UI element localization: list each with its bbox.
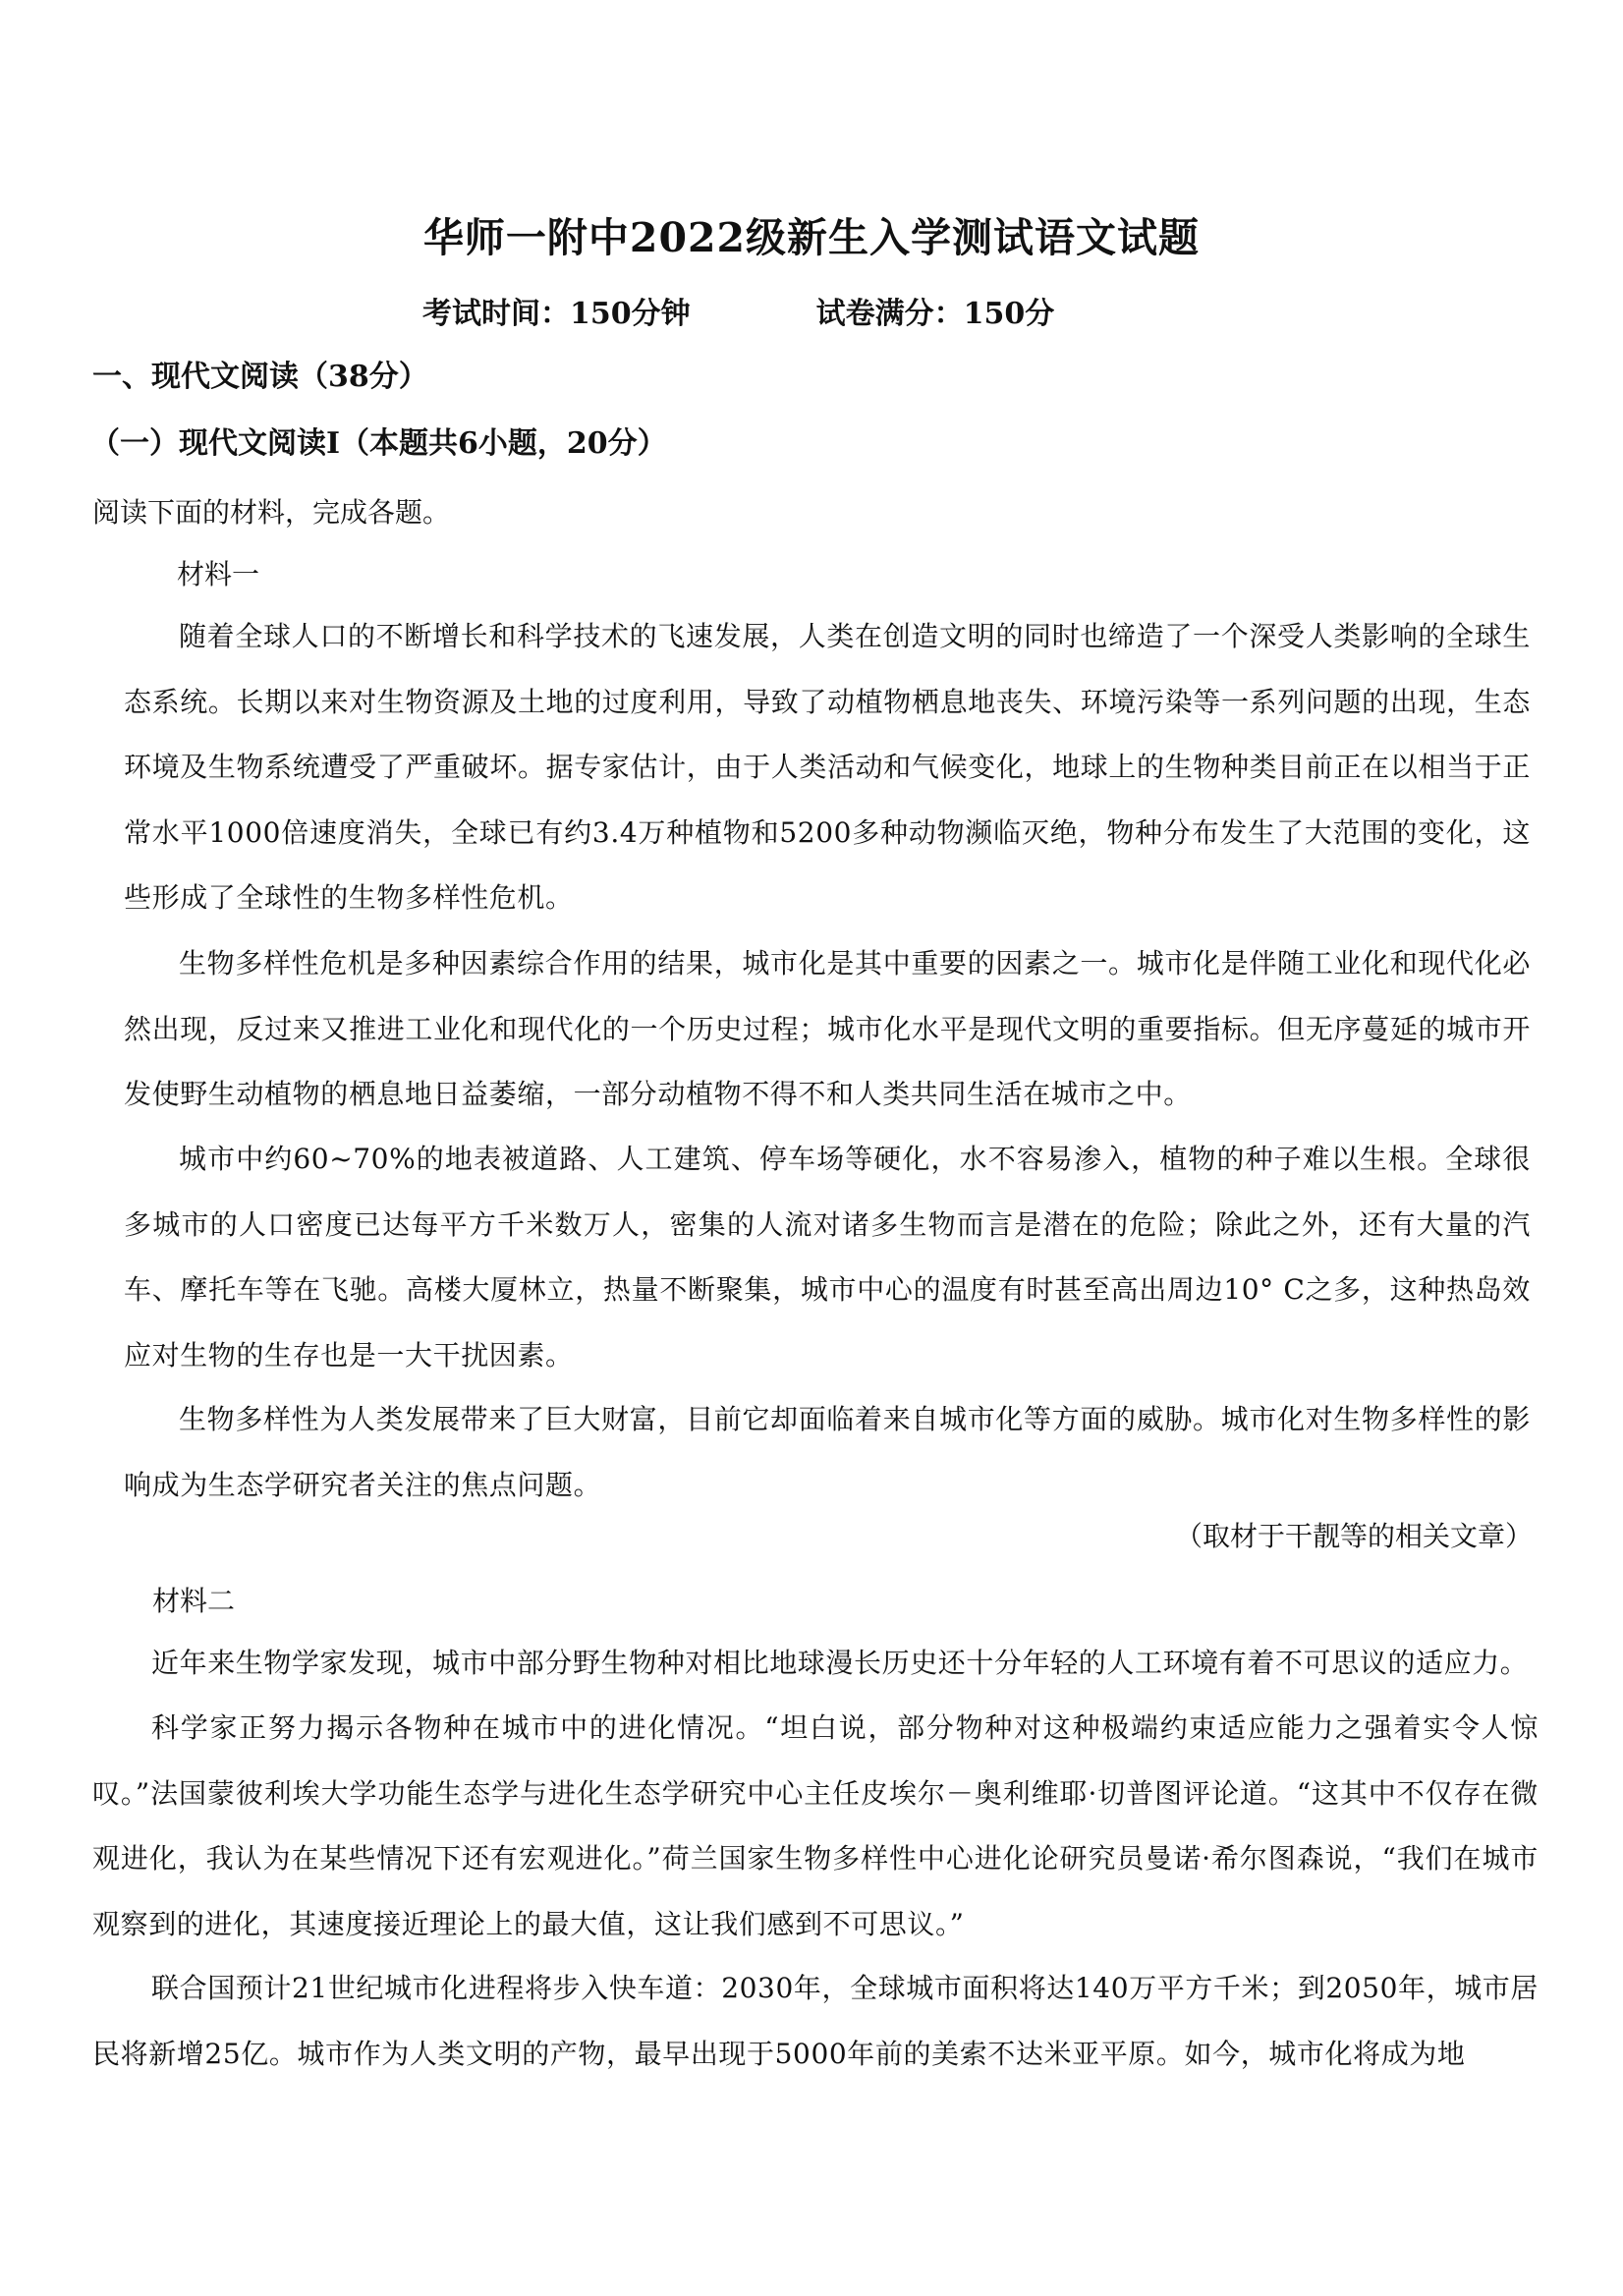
material-one-source: （取材于干靓等的相关文章） xyxy=(1174,1520,1533,1552)
material-two-paragraph-1: 近年来生物学家发现，城市中部分野生物种对相比地球漫长历史还十分年轻的人工环境有着不可思议的适应力。 xyxy=(151,1647,1529,1679)
material-two-paragraph-2: 科学家正努力揭示各物种在城市中的进化情况。“坦白说，部分物种对这种极端约束适应能力之强着实令人惊叹。”法国蒙彼利埃大学功能生态学与进化生态学研究中心主任皮埃尔－奥利维耶·切普图评论道。“这其中不仅存在微观进化，我认为在某些情况下还有宏观进化。”荷兰国家生物多样性中心进化论研究员曼诺·希尔图森说，“我们在城市观察到的进化，其速度接近理论上的最大值，这让我们感到不可思议。” xyxy=(92,1711,1539,1940)
sub-section-heading: （一）现代文阅读Ⅰ（本题共6小题，20分） xyxy=(90,426,667,461)
material-one-label: 材料一 xyxy=(177,558,260,590)
material-one-paragraph-1: 随着全球人口的不断增长和科学技术的飞速发展，人类在创造文明的同时也缔造了一个深受人类影响的全球生态系统。长期以来对生物资源及土地的过度利用，导致了动植物栖息地丧失、环境污染等一系列问题的出现，生态环境及生物系统遭受了严重破坏。据专家估计，由于人类活动和气候变化，地球上的生物种类目前正在以相当于正常水平1000倍速度消失，全球已有约3.4万种植物和5200多种动物濒临灭绝，物种分布发生了大范围的变化，这些形成了全球性的生物多样性危机。 xyxy=(124,620,1531,914)
material-two-label: 材料二 xyxy=(152,1585,236,1617)
material-one-paragraph-3: 城市中约60~70%的地表被道路、人工建筑、停车场等硬化，水不容易渗入，植物的种子难以生根。全球很多城市的人口密度已达每平方千米数万人，密集的人流对诸多生物而言是潜在的危险；除此之外，还有大量的汽车、摩托车等在飞驰。高楼大厦林立，热量不断聚集，城市中心的温度有时甚至高出周边10° C之多，这种热岛效应对生物的生存也是一大干扰因素。 xyxy=(124,1143,1531,1372)
instruction-text: 阅读下面的材料，完成各题。 xyxy=(92,496,451,529)
section-heading: 一、现代文阅读（38分） xyxy=(92,360,428,394)
exam-score: 试卷满分：150分 xyxy=(815,297,1055,331)
exam-time: 考试时间：150分钟 xyxy=(422,297,691,331)
material-one-paragraph-4: 生物多样性为人类发展带来了巨大财富，目前它却面临着来自城市化等方面的威胁。城市化对生物多样性的影响成为生态学研究者关注的焦点问题。 xyxy=(124,1403,1531,1501)
exam-meta xyxy=(422,293,1405,336)
material-two-paragraph-3: 联合国预计21世纪城市化进程将步入快车道：2030年，全球城市面积将达140万平方千米；到2050年，城市居民将新增25亿。城市作为人类文明的产物，最早出现于5000年前的美索不达米亚平原。如今，城市化将成为地 xyxy=(92,1972,1539,2070)
material-one-paragraph-2: 生物多样性危机是多种因素综合作用的结果，城市化是其中重要的因素之一。城市化是伴随工业化和现代化必然出现，反过来又推进工业化和现代化的一个历史过程；城市化水平是现代文明的重要指标。但无序蔓延的城市开发使野生动植物的栖息地日益萎缩，一部分动植物不得不和人类共同生活在城市之中。 xyxy=(124,947,1531,1110)
exam-title: 华师一附中2022级新生入学测试语文试题 xyxy=(422,214,1201,261)
